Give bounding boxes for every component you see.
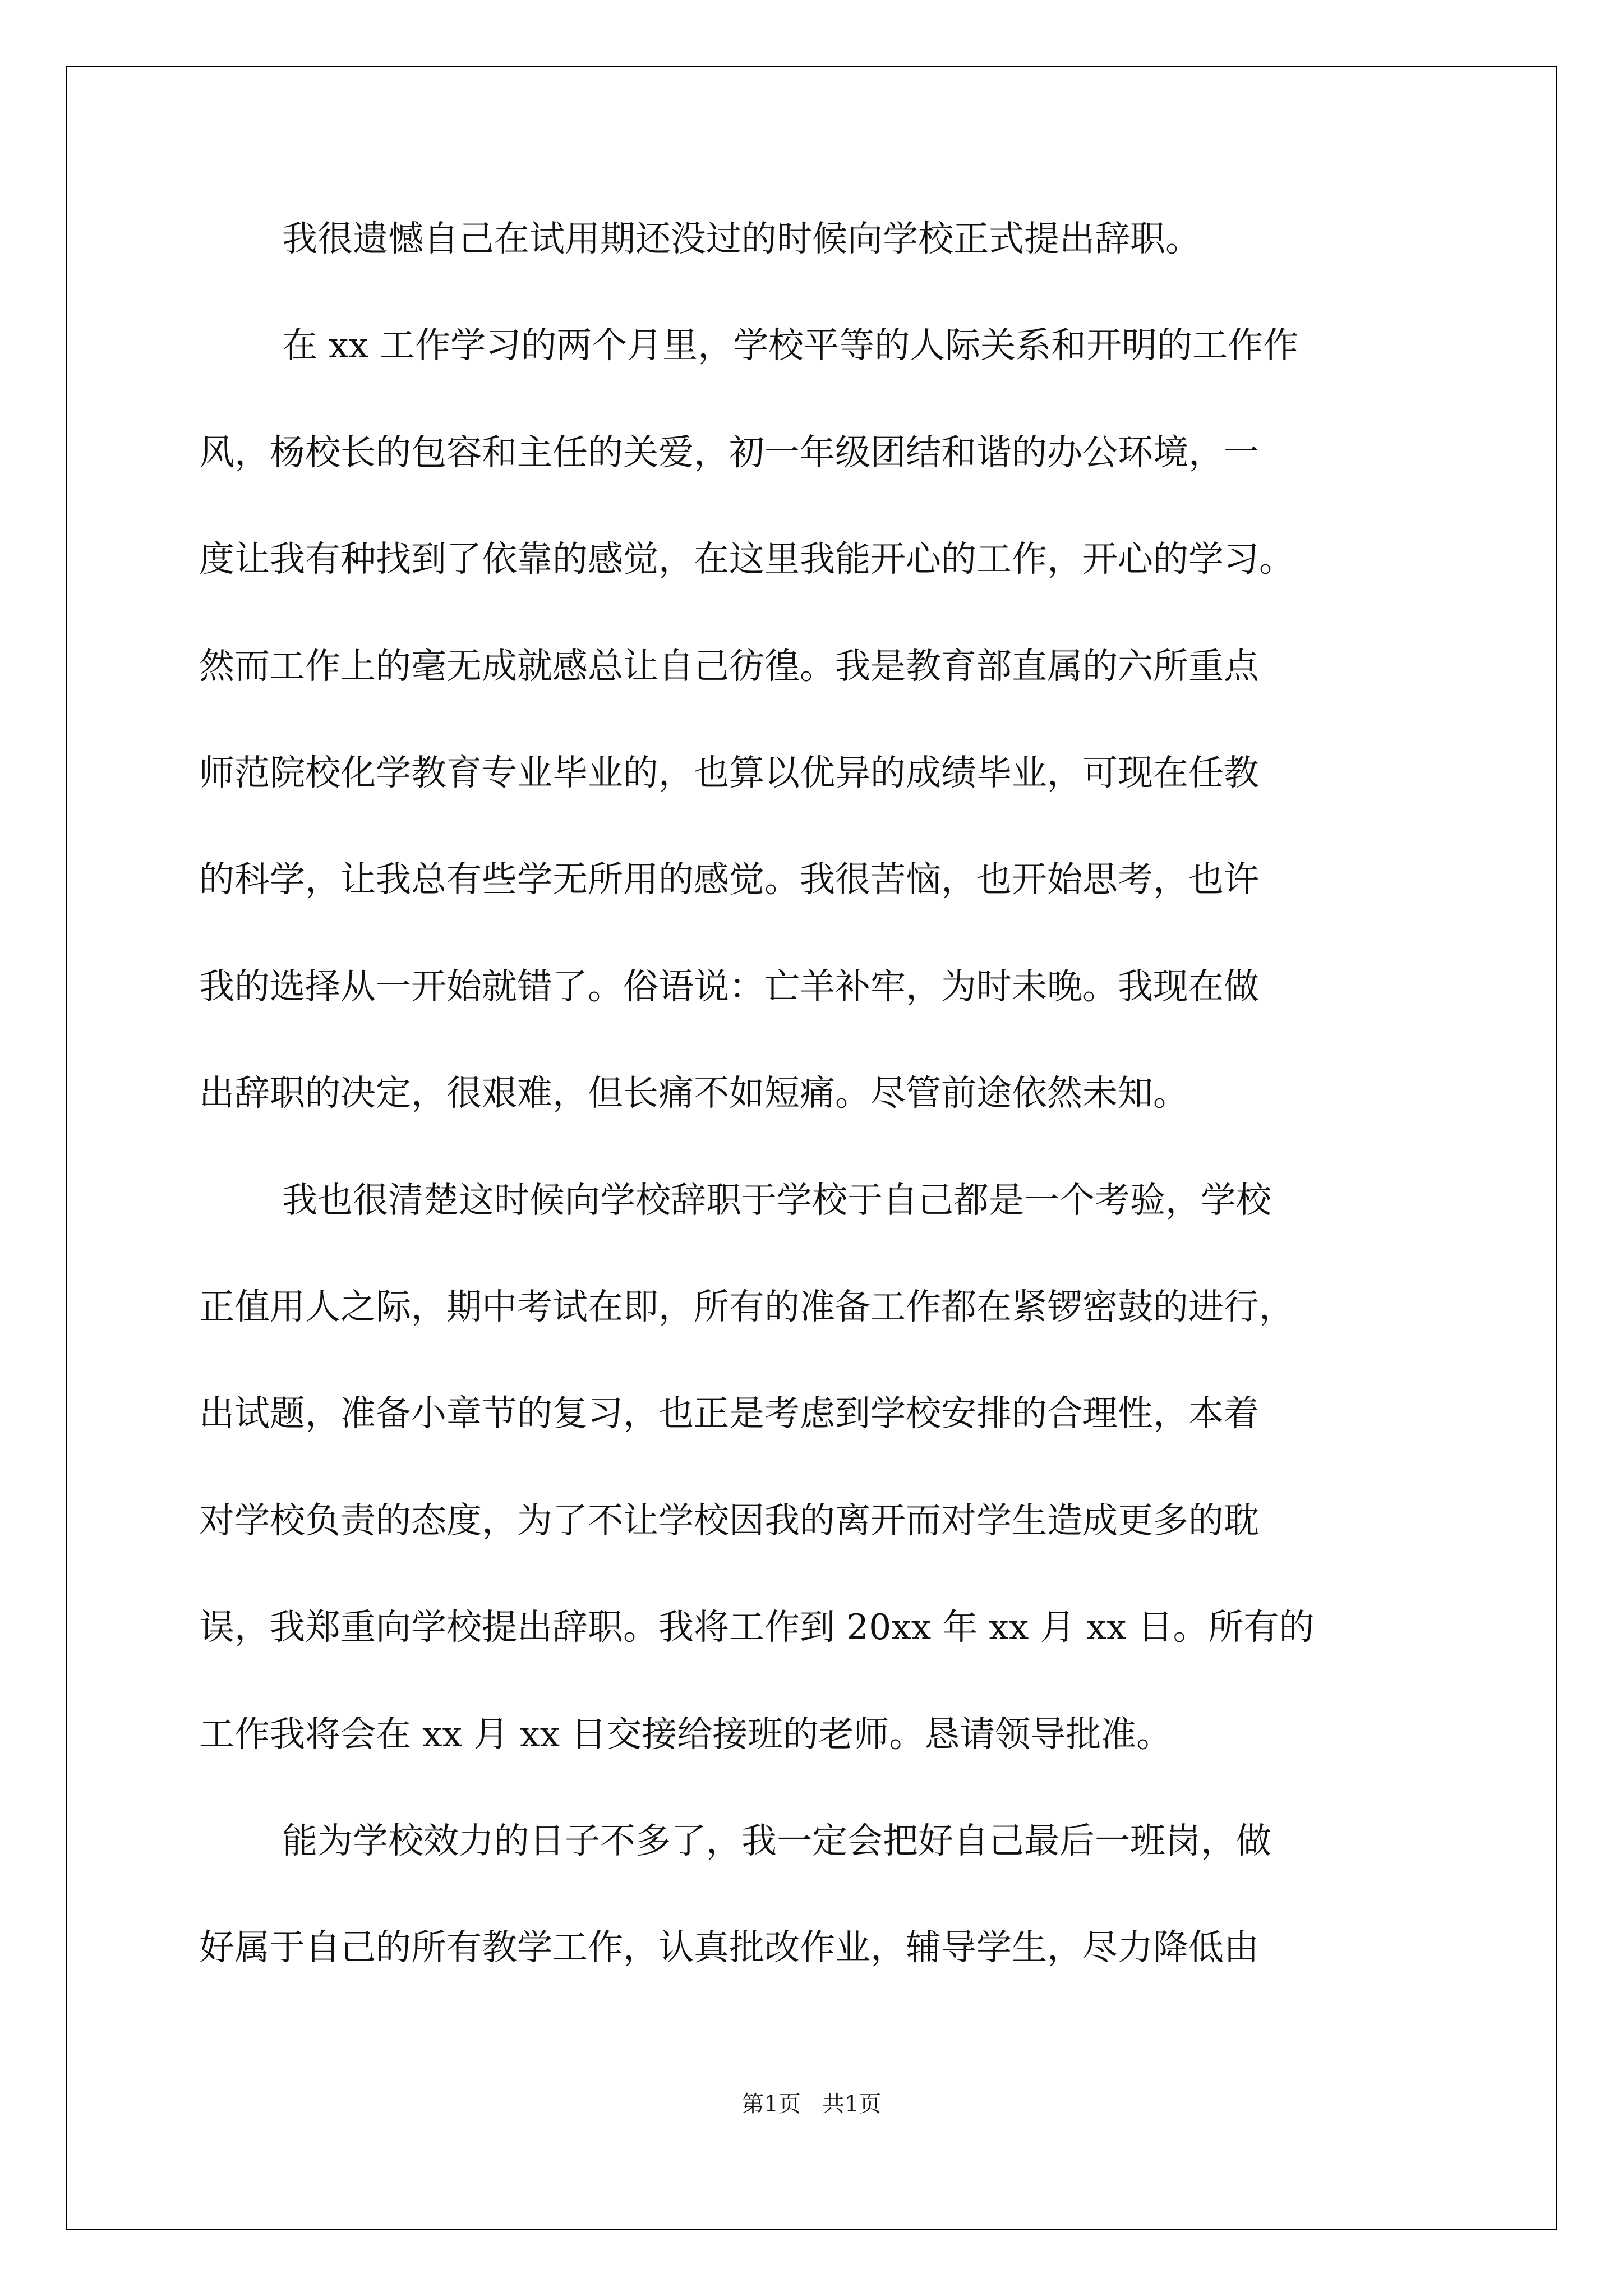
paragraph-line: 的科学，让我总有些学无所用的感觉。我很苦恼，也开始思考，也许 xyxy=(199,859,1259,900)
paragraph-line: 度让我有种找到了依靠的感觉，在这里我能开心的工作，开心的学习。 xyxy=(199,539,1294,579)
paragraph-line: 风，杨校长的包容和主任的关爱，初一年级团结和谐的办公环境，一 xyxy=(199,432,1259,473)
paragraph-line: 师范院校化学教育专业毕业的，也算以优异的成绩毕业，可现在任教 xyxy=(199,752,1259,793)
paragraph-first-line: 在 xx 工作学习的两个月里，学校平等的人际关系和开明的工作作 xyxy=(282,325,1299,366)
paragraph-line: 误，我郑重向学校提出辞职。我将工作到 20xx 年 xx 月 xx 日。所有的 xyxy=(199,1607,1315,1648)
paragraph-line: 对学校负责的态度，为了不让学校因我的离开而对学生造成更多的耽 xyxy=(199,1500,1259,1541)
paragraph-line: 好属于自己的所有教学工作，认真批改作业，辅导学生，尽力降低由 xyxy=(199,1927,1259,1968)
paragraph-line: 出试题，准备小章节的复习，也正是考虑到学校安排的合理性，本着 xyxy=(199,1393,1259,1434)
paragraph-line: 出辞职的决定，很艰难，但长痛不如短痛。尽管前途依然未知。 xyxy=(199,1073,1188,1114)
paragraph-first-line: 能为学校效力的日子不多了，我一定会把好自己最后一班岗，做 xyxy=(282,1820,1271,1861)
paragraph-line: 工作我将会在 xx 月 xx 日交接给接班的老师。恳请领导批准。 xyxy=(199,1714,1172,1755)
page-footer: 第1页 共1页 xyxy=(741,2091,882,2117)
paragraph-line: 然而工作上的毫无成就感总让自己彷徨。我是教育部直属的六所重点 xyxy=(199,646,1259,687)
paragraph-first-line: 我也很清楚这时候向学校辞职于学校于自己都是一个考验，学校 xyxy=(282,1180,1271,1221)
page-border xyxy=(66,66,1557,2230)
paragraph-line: 我的选择从一开始就错了。俗语说：亡羊补牢，为时未晚。我现在做 xyxy=(199,966,1259,1007)
paragraph-first-line: 我很遗憾自己在试用期还没过的时候向学校正式提出辞职。 xyxy=(282,218,1201,259)
paragraph-line: 正值用人之际，期中考试在即，所有的准备工作都在紧锣密鼓的进行， xyxy=(199,1286,1294,1327)
